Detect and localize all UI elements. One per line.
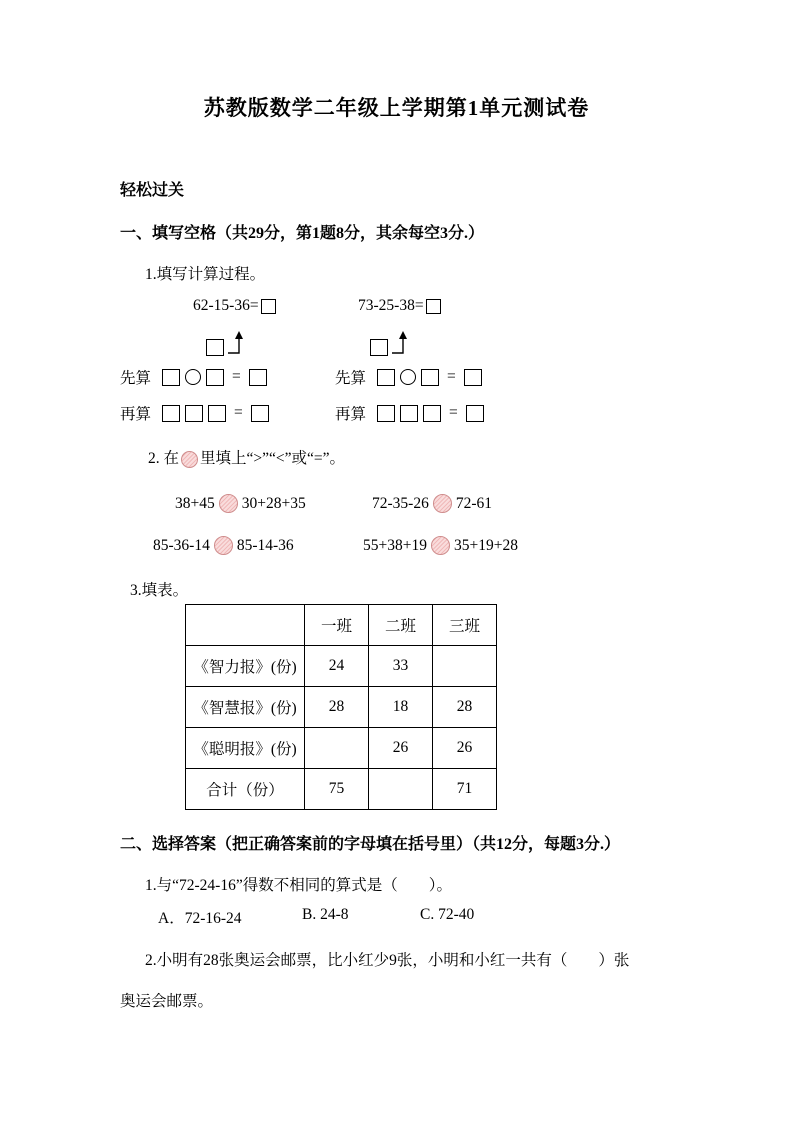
comparison-right: 72-61 (455, 494, 492, 512)
table-header-row (186, 605, 497, 646)
table-cell: 71 (433, 769, 497, 810)
compare-circle-icon (431, 536, 450, 555)
expression-2-text: 73-25-38= (358, 297, 424, 314)
first-calc-row-left (120, 366, 267, 388)
section1-heading: 一、填写空格（共29分，第1题8分，其余每空3分.） (120, 225, 485, 242)
section2-heading: 二、选择答案（把正确答案前的字母填在括号里）（共12分，每题3分.） (120, 836, 621, 853)
operand-box (162, 369, 180, 386)
compare-circle-icon (214, 536, 233, 555)
fill-table (185, 604, 497, 810)
pass-section-label: 轻松过关 (120, 182, 185, 199)
table-cell: 26 (369, 728, 433, 769)
comparison-right: 30+28+35 (241, 494, 306, 512)
then-calc-label: 再算 (335, 406, 367, 423)
expression-1 (193, 297, 276, 315)
table-cell: 28 (433, 687, 497, 728)
comparison-left: 72-35-26 (372, 494, 429, 512)
up-arrow-icon (390, 330, 414, 356)
equals-sign: = (449, 404, 458, 421)
table-cell (305, 728, 369, 769)
row-label: 《智力报》(份) (186, 646, 305, 687)
then-calc-row-left (120, 402, 269, 424)
table-cell: 18 (369, 687, 433, 728)
comparison-item (363, 536, 518, 555)
table-corner-cell (186, 605, 305, 646)
table-cell: 24 (305, 646, 369, 687)
result-box (464, 369, 482, 386)
table-header: 二班 (369, 605, 433, 646)
first-calc-label: 先算 (335, 370, 367, 387)
result-box (249, 369, 267, 386)
table-cell: 33 (369, 646, 433, 687)
choice-q2-line1: 2.小明有28张奥运会邮票，比小红少9张，小明和小红一共有（ ）张 (145, 952, 630, 969)
operator-circle (185, 369, 201, 385)
table-row (186, 728, 497, 769)
answer-box (426, 299, 441, 314)
compare-circle-icon (433, 494, 452, 513)
comparison-right: 35+19+28 (453, 536, 518, 554)
result-box (251, 405, 269, 422)
step-box-arrow-2 (370, 330, 414, 356)
q1-label: 1.填写计算过程。 (145, 266, 266, 283)
operator-box (400, 405, 418, 422)
first-calc-label: 先算 (120, 370, 152, 387)
q2-label (148, 446, 345, 468)
first-calc-row-right (335, 366, 482, 388)
step-box (370, 339, 388, 356)
choice-q2-line2: 奥运会邮票。 (120, 993, 214, 1010)
up-arrow-icon (226, 330, 250, 356)
table-row (186, 769, 497, 810)
table-header: 一班 (305, 605, 369, 646)
answer-box (261, 299, 276, 314)
step-box (206, 339, 224, 356)
expression-1-text: 62-15-36= (193, 297, 259, 314)
option-a: A．72-16-24 (158, 910, 242, 927)
table-cell: 26 (433, 728, 497, 769)
choice-q1-text: 1.与“72-24-16”得数不相同的算式是（ ）。 (145, 877, 452, 894)
comparison-left: 85-36-14 (153, 536, 210, 554)
then-calc-row-right (335, 402, 484, 424)
comparison-item (372, 494, 492, 513)
expression-2 (358, 297, 441, 315)
row-label: 《智慧报》(份) (186, 687, 305, 728)
table-cell (433, 646, 497, 687)
table-cell (369, 769, 433, 810)
table-cell: 28 (305, 687, 369, 728)
table-header: 三班 (433, 605, 497, 646)
option-c: C. 72-40 (420, 906, 475, 923)
q2-label-prefix: 2. 在 (148, 450, 180, 467)
operand-box (162, 405, 180, 422)
table-cell: 75 (305, 769, 369, 810)
comparison-item (153, 536, 294, 555)
compare-circle-icon (181, 451, 198, 468)
compare-circle-icon (219, 494, 238, 513)
comparison-left: 38+45 (175, 494, 215, 512)
comparison-item (175, 494, 306, 513)
row-label: 合计（份） (186, 769, 305, 810)
option-b: B. 24-8 (302, 906, 349, 923)
comparison-right: 85-14-36 (236, 536, 294, 554)
table-row (186, 687, 497, 728)
equals-sign: = (447, 368, 456, 385)
equals-sign: = (234, 404, 243, 421)
operand-box (208, 405, 226, 422)
equals-sign: = (232, 368, 241, 385)
operator-box (185, 405, 203, 422)
then-calc-label: 再算 (120, 406, 152, 423)
operand-box (421, 369, 439, 386)
table-row (186, 646, 497, 687)
comparison-left: 55+38+19 (363, 536, 427, 554)
operator-circle (400, 369, 416, 385)
operand-box (377, 405, 395, 422)
q3-label: 3.填表。 (130, 582, 189, 599)
page-title: 苏教版数学二年级上学期第1单元测试卷 (203, 96, 590, 120)
operand-box (423, 405, 441, 422)
row-label: 《聪明报》(份) (186, 728, 305, 769)
operand-box (206, 369, 224, 386)
result-box (466, 405, 484, 422)
q2-label-suffix: 里填上“>”“<”或“=”。 (200, 450, 346, 467)
operand-box (377, 369, 395, 386)
step-box-arrow-1 (206, 330, 250, 356)
